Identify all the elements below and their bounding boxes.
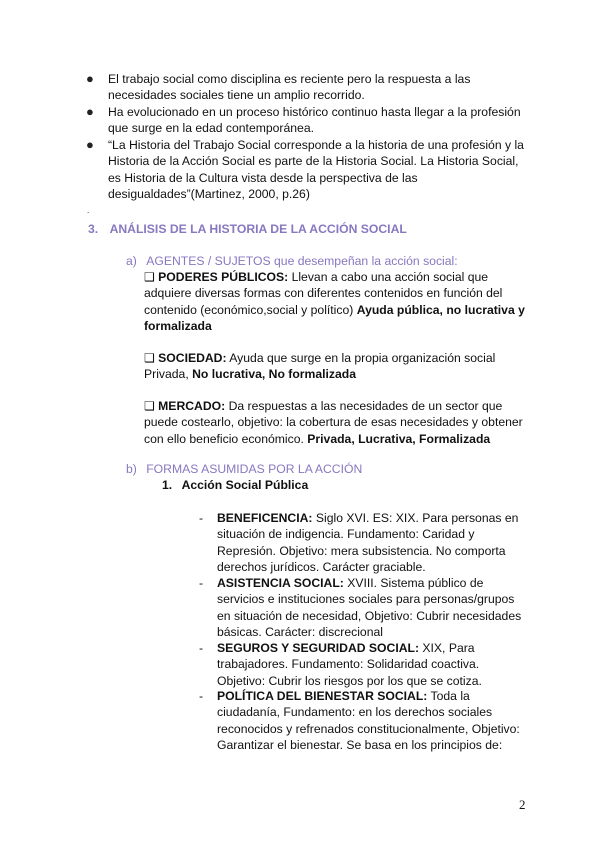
dash-bullet: - xyxy=(199,511,204,525)
form-label: ASISTENCIA SOCIAL: xyxy=(217,576,344,590)
checkbox-square-icon: ❑ xyxy=(144,270,155,284)
form-politica-bienestar xyxy=(217,688,527,753)
checkbox-square-icon: ❑ xyxy=(144,399,155,413)
agent-text: Ayuda que surge en la propia organización social Privada, xyxy=(144,351,496,382)
subsection-title: FORMAS ASUMIDAS POR LA ACCIÓN xyxy=(146,462,363,476)
form-text: XIX, Para trabajadores. Fundamento: Solidaridad coactiva. Objetivo: Cubrir los riesgos por los que se cotiza. xyxy=(217,641,482,688)
form-text: Toda la ciudadanía, Fundamento: en los derechos sociales reconocidos y refrenados constitucionalmente, Objetivo: Garantizar el bienestar. Se basa en los principios de: xyxy=(217,689,520,752)
agent-emphasis: Ayuda pública, no lucrativa y formalizada xyxy=(144,302,525,333)
agent-label: PODERES PÚBLICOS: xyxy=(158,270,289,284)
numbered-heading xyxy=(162,477,308,493)
section-number: 3. xyxy=(88,222,99,236)
agent-text: Da respuestas a las necesidades de un sector que puede costearlo, objetivo: la cobertura de esas necesidades y obtener con ello beneficio económico. xyxy=(144,399,523,446)
subsection-b-heading xyxy=(126,461,362,477)
section-heading xyxy=(88,221,407,237)
bullet-text-3: “La Historia del Trabajo Social corresponde a la historia de una profesión y la Historia de la Acción Social es parte de la Historia Social. La Historia Social, es Historia de la Cultura vista desde la perspectiva de las desigualdades”(Martinez, 2000, p.26) xyxy=(108,138,524,201)
subsection-a-heading xyxy=(126,253,458,269)
numbered-title: Acción Social Pública xyxy=(181,478,309,492)
section-title: ANÁLISIS DE LA HISTORIA DE LA ACCIÓN SOCIAL xyxy=(109,222,407,236)
agent-poderes-publicos xyxy=(144,269,528,334)
checkbox-square-icon: ❑ xyxy=(144,351,155,365)
subsection-title: AGENTES / SUJETOS que desempeñan la acción social: xyxy=(146,254,458,268)
agent-text: Llevan a cabo una acción social que adquiere diversas formas con diferentes contenidos en función del contenido (económico,social y político) xyxy=(144,270,503,317)
form-asistencia-social xyxy=(217,575,527,640)
agent-label: MERCADO: xyxy=(158,399,226,413)
form-label: BENEFICENCIA: xyxy=(217,511,313,525)
bullet-glyph: ● xyxy=(86,137,94,152)
subsection-marker: b) xyxy=(126,462,137,476)
stray-mark: . xyxy=(87,206,90,215)
agent-sociedad xyxy=(144,350,528,383)
form-text: Siglo XVI. ES: XIX. Para personas en situación de indigencia. Fundamento: Caridad y Represión. Objetivo: mera subsistencia. No comporta derechos jurídicos. Carácter graciable. xyxy=(217,511,519,574)
form-label: POLÍTICA DEL BIENESTAR SOCIAL: xyxy=(217,689,428,703)
form-label: SEGUROS Y SEGURIDAD SOCIAL: xyxy=(217,641,420,655)
agent-label: SOCIEDAD: xyxy=(158,351,227,365)
dash-bullet: - xyxy=(199,576,204,590)
page-number: 2 xyxy=(519,797,526,812)
form-text: XVIII. Sistema público de servicios e instituciones sociales para personas/grupos en situación de necesidad, Objetivo: Cubrir necesidades básicas. Carácter: discrecional xyxy=(217,576,522,639)
bullet-glyph: ● xyxy=(86,71,94,86)
dash-bullet: - xyxy=(199,641,204,655)
agent-emphasis: No lucrativa, No formalizada xyxy=(192,367,357,382)
agent-mercado xyxy=(144,398,528,447)
form-seguros xyxy=(217,640,527,689)
form-beneficencia xyxy=(217,510,527,575)
bullet-glyph: ● xyxy=(86,104,94,119)
numbered-marker: 1. xyxy=(162,478,173,492)
subsection-marker: a) xyxy=(126,254,137,268)
agent-emphasis: Privada, Lucrativa, Formalizada xyxy=(307,431,491,446)
bullet-text-1: El trabajo social como disciplina es reciente pero la respuesta a las necesidades sociales tiene un amplio recorrido. xyxy=(108,72,471,103)
bullet-text-2: Ha evolucionado en un proceso histórico continuo hasta llegar a la profesión que surge en la edad contemporánea. xyxy=(108,105,521,136)
dash-bullet: - xyxy=(199,689,204,703)
